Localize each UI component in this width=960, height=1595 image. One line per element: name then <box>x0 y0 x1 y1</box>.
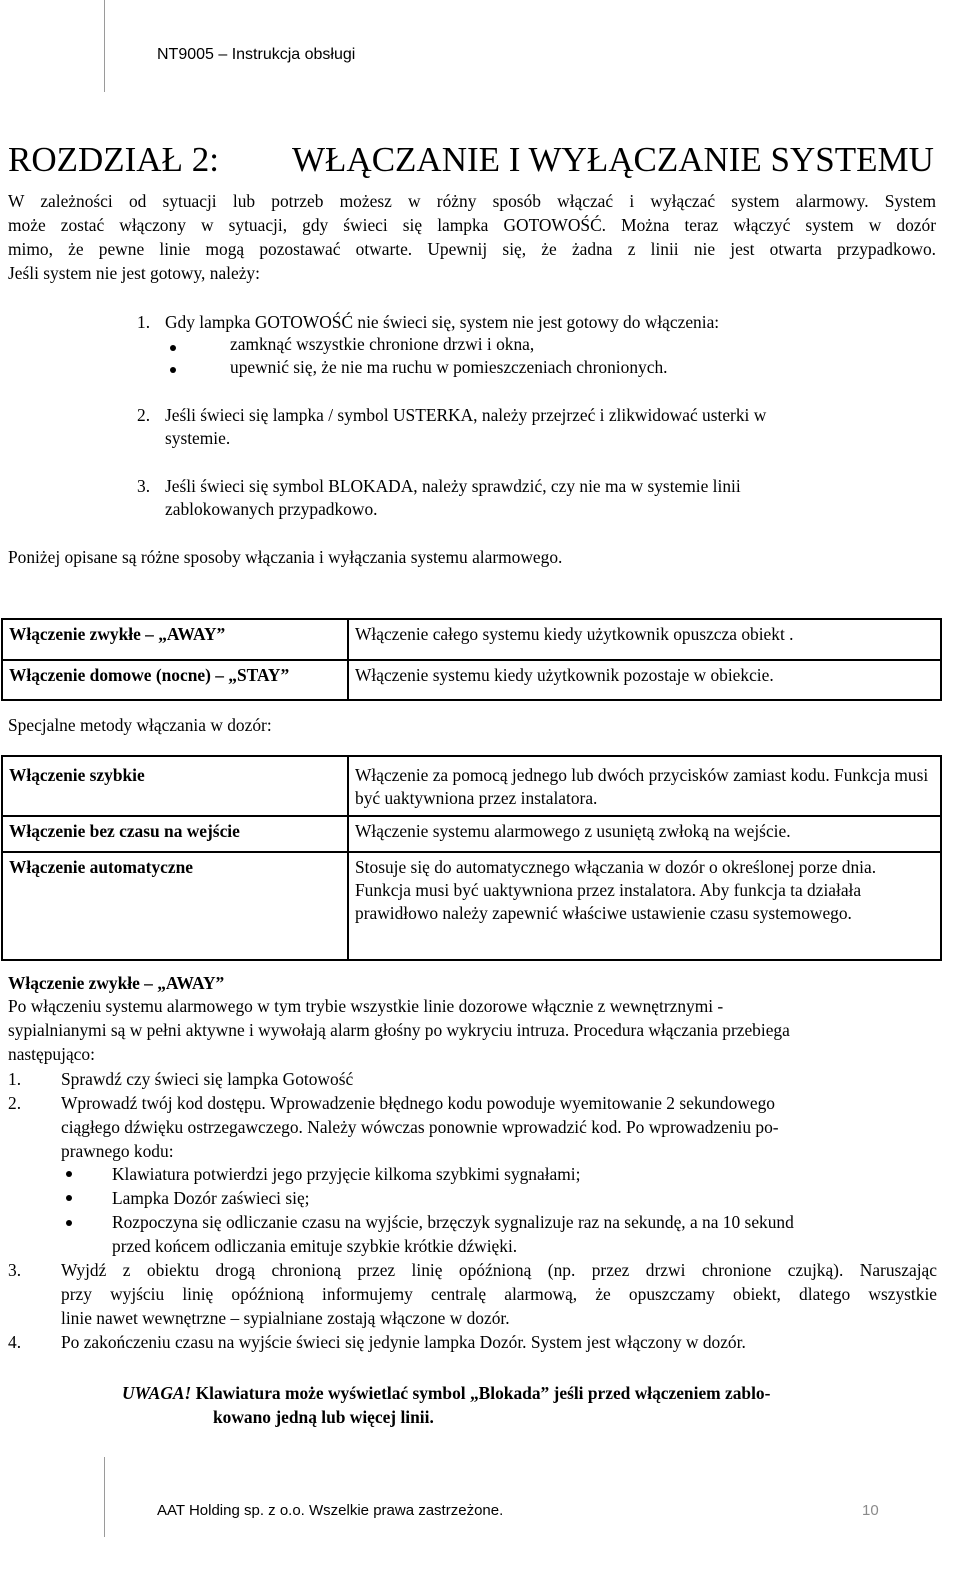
step-number: 3. <box>137 476 151 496</box>
table-cell-key: Włączenie bez czasu na wejście <box>2 816 348 852</box>
footer-copyright: AAT Holding sp. z o.o. Wszelkie prawa zastrzeżone. <box>157 1502 504 1519</box>
bullet-text: Klawiatura potwierdzi jego przyjęcie kilkoma szybkimi sygnałami; <box>112 1164 581 1184</box>
step-line: przy wyjściu linię opóźnioną informujemy centralę alarmową, że opuszczamy obiekt, dlatego wszystkie <box>61 1284 937 1304</box>
step-number: 1. <box>8 1069 22 1089</box>
step-text: Sprawdź czy świeci się lampka Gotowość <box>61 1069 354 1089</box>
table-row <box>2 852 941 960</box>
table-cell-value: Włączenie za pomocą jednego lub dwóch przycisków zamiast kodu. Funkcja musi być uaktywniona przez instalatora. <box>348 756 941 816</box>
step-number: 1. <box>137 312 151 332</box>
step-text: systemie. <box>165 428 231 448</box>
table-cell-key: Włączenie zwykłe – „AWAY” <box>2 619 348 660</box>
intro-line: może zostać włączony w sytuacji, gdy świeci się lampka GOTOWOŚĆ. Można teraz włączyć system w dozór <box>8 215 936 235</box>
away-heading: Włączenie zwykłe – „AWAY” <box>8 973 225 993</box>
bullet-icon <box>66 1171 72 1177</box>
step-line: Wprowadź twój kod dostępu. Wprowadzenie błędnego kodu powoduje wyemitowanie 2 sekundowego <box>61 1093 775 1113</box>
bullet-icon <box>170 345 176 351</box>
table-row <box>2 756 941 816</box>
table-cell-key: Włączenie szybkie <box>2 756 348 816</box>
step-line: ciągłego dźwięku ostrzegawczego. Należy wówczas ponownie wprowadzić kod. Po wprowadzeniu po- <box>61 1117 779 1137</box>
away-paragraph <box>8 994 930 1066</box>
intro-line: W zależności od sytuacji lub potrzeb możesz w różny sposób włączać i wyłączać system alarmowy. System <box>8 191 936 211</box>
methods-intro: Poniżej opisane są różne sposoby włączania i wyłączania systemu alarmowego. <box>8 547 563 567</box>
warning-note <box>122 1381 770 1405</box>
table-cell-value: Włączenie systemu kiedy użytkownik pozostaje w obiekcie. <box>348 660 941 700</box>
page-number: 10 <box>862 1502 879 1519</box>
step-line: prawnego kodu: <box>61 1141 174 1161</box>
away-line: Po włączeniu systemu alarmowego w tym trybie wszystkie linie dozorowe włącznie z wewnętrznymi - <box>8 996 724 1016</box>
away-line: sypialnianymi są w pełni aktywne i wywołają alarm głośny po wykryciu intruza. Procedura włączania przebiega <box>8 1020 790 1040</box>
table-row <box>2 660 941 700</box>
table-cell-key: Włączenie domowe (nocne) – „STAY” <box>2 660 348 700</box>
step-number: 2. <box>8 1093 22 1113</box>
note-label: UWAGA! <box>122 1383 192 1403</box>
chapter-number: ROZDZIAŁ 2: <box>8 140 219 179</box>
bullet-icon <box>66 1195 72 1201</box>
header-divider <box>104 0 105 92</box>
table-cell-value: Stosuje się do automatycznego włączania w dozór o określonej porze dnia. Funkcja musi być uaktywniona przez instalatora. Aby funkcja ta działała prawidłowo należy zapewnić właściwe ustawienie czasu systemowego. <box>348 852 941 960</box>
arming-modes-table <box>1 618 942 701</box>
bullet-text: upewnić się, że nie ma ruchu w pomieszczeniach chronionych. <box>230 357 668 377</box>
page-header: NT9005 – Instrukcja obsługi <box>157 46 356 63</box>
step-line: linie nawet wewnętrzne – sypialniane zostają włączone w dozór. <box>61 1308 510 1328</box>
step-text-block <box>61 1258 937 1330</box>
bullet-text: przed końcem odliczania emituje szybkie krótkie dźwięki. <box>112 1236 518 1256</box>
bullet-text: zamknąć wszystkie chronione drzwi i okna, <box>230 334 535 354</box>
bullet-icon <box>66 1220 72 1226</box>
bullet-icon <box>170 367 176 373</box>
note-text: Klawiatura może wyświetlać symbol „Blokada” jeśli przed włączeniem zablo- <box>191 1383 771 1403</box>
step-text: Jeśli świeci się symbol BLOKADA, należy sprawdzić, czy nie ma w systemie linii <box>165 476 741 496</box>
table-cell-value: Włączenie całego systemu kiedy użytkownik opuszcza obiekt . <box>348 619 941 660</box>
table-cell-value: Włączenie systemu alarmowego z usuniętą zwłoką na wejście. <box>348 816 941 852</box>
note-text: kowano jedną lub więcej linii. <box>213 1407 434 1427</box>
intro-paragraph <box>8 189 936 285</box>
bullet-text: Lampka Dozór zaświeci się; <box>112 1188 310 1208</box>
special-methods-table <box>1 755 942 961</box>
table-row <box>2 816 941 852</box>
step-text: Po zakończeniu czasu na wyjście świeci się jedynie lampka Dozór. System jest włączony w dozór. <box>61 1332 746 1352</box>
chapter-title: WŁĄCZANIE I WYŁĄCZANIE SYSTEMU <box>292 140 934 179</box>
intro-line: Jeśli system nie jest gotowy, należy: <box>8 263 260 283</box>
step-text-block <box>61 1091 906 1163</box>
step-number: 2. <box>137 405 151 425</box>
step-text: Jeśli świeci się lampka / symbol USTERKA, należy przejrzeć i zlikwidować usterki w <box>165 405 767 425</box>
step-line: Wyjdź z obiektu drogą chronioną przez linię opóźnioną (np. przez drzwi chronione czujką). Naruszając <box>61 1260 937 1280</box>
table-row <box>2 619 941 660</box>
footer-divider <box>104 1457 105 1537</box>
step-number: 4. <box>8 1332 22 1352</box>
intro-line: mimo, że pewne linie mogą pozostawać otwarte. Upewnij się, że żadna z linii nie jest otwarta przypadkowo. <box>8 239 936 259</box>
away-line: następująco: <box>8 1044 95 1064</box>
step-number: 3. <box>8 1260 22 1280</box>
special-methods-label: Specjalne metody włączania w dozór: <box>8 715 272 735</box>
step-text: Gdy lampka GOTOWOŚĆ nie świeci się, system nie jest gotowy do włączenia: <box>165 312 720 332</box>
bullet-text: Rozpoczyna się odliczanie czasu na wyjście, brzęczyk sygnalizuje raz na sekundę, a na 10 sekund <box>112 1212 794 1232</box>
step-text: zablokowanych przypadkowo. <box>165 499 378 519</box>
table-cell-key: Włączenie automatyczne <box>2 852 348 960</box>
